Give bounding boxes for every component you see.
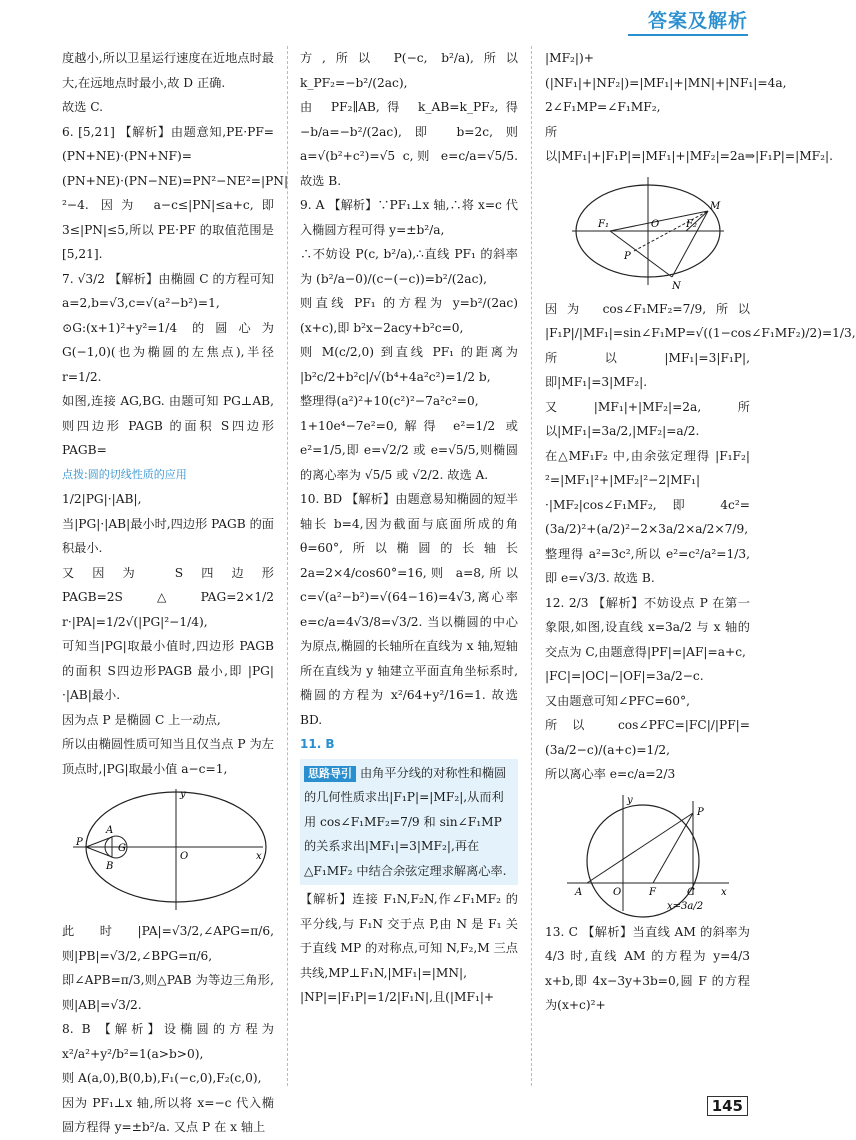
paragraph: 1+10e⁴−7e²=0,解得 e²=1/2 或 e²=1/5,即 e=√2/2 或 e=√5/5,则椭圆的离心率为 √5/5 或 √2/2. 故选 A.	[300, 418, 518, 482]
point-label: N	[671, 280, 681, 292]
figure-ellipse-circle	[68, 785, 268, 915]
paragraph: ∴不妨设 P(c, b²/a),∴直线 PF₁ 的斜率为 (b²/a−0)/(c−(−c))=b²/(2ac),	[300, 247, 518, 286]
paragraph: 2∠F₁MP=∠F₁MF₂,	[545, 100, 661, 114]
point-label: A	[574, 886, 582, 898]
guide-tag: 思路导引	[304, 766, 356, 782]
paragraph: 又由题意可知∠PFC=60°,	[545, 693, 691, 708]
paragraph: 由 PF₂∥AB,得 k_AB=k_PF₂,得 −b/a=−b²/(2ac),即 b=2c,则 a=√(b²+c²)=√5 c,则 e=c/a=√5/5. 故选 B.	[300, 100, 518, 188]
paragraph: 【解析】连接 F₁N,F₂N,作∠F₁MF₂ 的平分线,与 F₁N 交于点 P,由 N 是 F₁ 关于直线 MP 的对称点,可知 N,F₂,M 三点共线,MP⊥F₁N,|MF₁|=|MN|,	[300, 892, 518, 980]
tip-note: 点拨:圆的切线性质的应用	[62, 467, 187, 481]
paragraph: 整理得(a²)²+10(c²)²−7a²c²=0,	[300, 394, 479, 408]
paragraph: 当|PG|·|AB|最小时,四边形 PAGB 的面积最小.	[62, 516, 274, 555]
thinking-guide-box	[300, 759, 518, 886]
column-3	[545, 46, 856, 1018]
paragraph: 所以离心率 e=c/a=2/3	[545, 767, 676, 781]
answer-8: 8. B 【解析】设椭圆的方程为 x²/a²+y²/b²=1(a>b>0),	[62, 1022, 274, 1061]
figure-ellipse-bisector	[568, 173, 728, 293]
paragraph: 则 M(c/2,0) 到直线 PF₁ 的距离为 |b²c/2+b²c|/√(b⁴+4a²c²)=1/2 b,	[300, 345, 518, 384]
paragraph: 此时|PA|=√3/2,∠APG=π/6,则|PB|=√3/2,∠BPG=π/6,	[62, 924, 274, 963]
paragraph: |MF₂|)+(|NF₁|+|NF₂|)=|MF₁|+|MN|+|NF₁|=4a,	[545, 51, 787, 90]
paragraph: 所以 cos∠PFC=|FC|/|PF|=(3a/2−c)/(a+c)=1/2,	[545, 718, 750, 757]
point-label: C	[686, 886, 695, 898]
answer-7: 7. √3/2 【解析】由椭圆 C 的方程可知 a=2,b=√3,c=√(a²−b²)=1,	[62, 271, 274, 310]
point-label: P	[76, 837, 83, 848]
guide-text: 由角平分线的对称性和椭圆的几何性质求出|F₁P|=|MF₂|,从而利用 cos∠F₁MF₂=7/9 和 sin∠F₁MP 的关系求出|MF₁|=3|MF₂|,再在△F₁MF₂ 中结合余弦定理求解离心率.	[304, 765, 507, 878]
answer-6: 6. [5,21] 【解析】由题意知,PE·PF=(PN+NE)·(PN+NF)=(PN+NE)·(PN−NE)=PN²−NE²=|PN|²−4. 因为 a−c≤|PN|≤a+c,即 3≤|PN|≤5,所以 PE·PF 的取值范围是[5,21].	[62, 124, 289, 261]
paragraph: 因为点 P 是椭圆 C 上一动点,	[62, 712, 221, 727]
answer-12: 12. 2/3 【解析】不妨设点 P 在第一象限,如图,设直线 x=3a/2 与 x 轴的交点为 C,由题意得|PF|=|AF|=a+c,	[545, 595, 750, 659]
paragraph: 所以|MF₁|=3|F₁P|,即|MF₁|=3|MF₂|.	[545, 350, 750, 389]
point-label: O	[180, 851, 189, 862]
paragraph: 故选 C.	[62, 100, 104, 114]
answer-11: 11. B	[300, 737, 335, 751]
line-label: x=3a/2	[666, 900, 703, 912]
paragraph: 所以|MF₁|+|F₁P|=|MF₁|+|MF₂|=2a⇒|F₁P|=|MF₂|.	[545, 124, 833, 163]
paragraph: 又|MF₁|+|MF₂|=2a,所以|MF₁|=3a/2,|MF₂|=a/2.	[545, 399, 750, 438]
paragraph: |FC|=|OC|−|OF|=3a/2−c.	[545, 669, 704, 683]
point-label: F	[648, 886, 656, 898]
answer-9: 9. A 【解析】∵PF₁⊥x 轴,∴将 x=c 代入椭圆方程可得 y=±b²/a,	[300, 198, 518, 237]
paragraph: 又因为 S四边形PAGB=2S△PAG=2×1/2 r·|PA|=1/2√(|PG|²−1/4),	[62, 565, 274, 629]
point-label: O	[612, 886, 621, 898]
point-label: P	[696, 806, 704, 818]
axis-label: y	[180, 789, 186, 800]
point-label: F₁	[597, 218, 609, 230]
column-2	[300, 46, 518, 1010]
paragraph: 即∠APB=π/3,则△PAB 为等边三角形,则|AB|=√3/2.	[62, 973, 274, 1012]
paragraph: 所以由椭圆性质可知当且仅当点 P 为左顶点时,|PG|取最小值 a−c=1,	[62, 737, 274, 776]
axis-label: y	[626, 794, 633, 806]
page-number: 145	[707, 1096, 748, 1116]
point-label: A	[106, 825, 114, 836]
point-label: B	[106, 861, 114, 872]
paragraph: 因为 PF₁⊥x 轴,所以将 x=−c 代入椭圆方程得 y=±b²/a. 又点 P 在 x 轴上	[62, 1095, 274, 1134]
header-title: 答案及解析	[647, 10, 748, 32]
answer-10: 10. BD 【解析】由题意易知椭圆的短半轴长 b=4,因为截面与底面所成的角 θ=60°,所以椭圆的长轴长 2a=2×4/cos60°=16,则 a=8,所以 c=√(a²−b²)=√(64−16)=4√3,离心率 e=c/a=4√3/8=√3/2. 当以椭圆的中心为原点,椭圆的长轴所在直线为 x 轴,短轴所在直线为 y 轴建立平面直角坐标系时,椭圆的方程为 x²/64+y²/16=1. 故选 BD.	[300, 492, 518, 727]
point-label: M	[709, 200, 720, 212]
paragraph: 度越小,所以卫星运行速度在近地点时最大,在远地点时最小,故 D 正确.	[62, 51, 274, 90]
paragraph: 因为 cos∠F₁MF₂=7/9,所以 |F₁P|/|MF₁|=sin∠F₁MP=√((1−cos∠F₁MF₂)/2)=1/3,	[545, 301, 856, 340]
point-label: G	[118, 843, 126, 854]
point-label: F₂	[685, 218, 697, 230]
answer-13: 13. C 【解析】当直线 AM 的斜率为 4/3 时,直线 AM 的方程为 y=4/3 x+b,即 4x−3y+3b=0,圆 F 的方程为(x+c)²+	[545, 924, 750, 1012]
axis-label: x	[720, 886, 727, 898]
paragraph: 在△MF₁F₂ 中,由余弦定理得 |F₁F₂|²=|MF₁|²+|MF₂|²−2|MF₁|·|MF₂|cos∠F₁MF₂,即 4c²=(3a/2)²+(a/2)²−2×3a/2×a/2×7/9,整理得 a²=3c²,所以 e²=c²/a²=1/3,即 e=√3/3. 故选 B.	[545, 448, 750, 585]
paragraph: 1/2|PG|·|AB|,	[62, 492, 142, 506]
column-divider	[531, 46, 532, 1086]
point-label: P	[623, 250, 631, 262]
paragraph: 则 A(a,0),B(0,b),F₁(−c,0),F₂(c,0),	[62, 1071, 262, 1085]
header-rule	[628, 34, 748, 36]
paragraph: 方,所以 P(−c, b²/a),所以 k_PF₂=−b²/(2ac),	[300, 51, 518, 90]
paragraph: 可知当|PG|取最小值时,四边形 PAGB 的面积 S四边形PAGB 最小,即 |PG|·|AB|最小.	[62, 639, 274, 702]
paragraph: ⊙G:(x+1)²+y²=1/4 的圆心为 G(−1,0)(也为椭圆的左焦点),半径 r=1/2.	[62, 320, 274, 384]
axis-label: x	[256, 851, 262, 862]
point-label: O	[650, 218, 659, 230]
figure-circle-parabola	[563, 791, 733, 916]
paragraph: 则直线 PF₁ 的方程为 y=b²/(2ac)(x+c),即 b²x−2acy+b²c=0,	[300, 296, 518, 335]
column-divider	[287, 46, 288, 1086]
paragraph: 如图,连接 AG,BG. 由题可知 PG⊥AB,则四边形 PAGB 的面积 S四边形PAGB=	[62, 394, 274, 457]
page-header	[0, 0, 800, 40]
paragraph: |NP|=|F₁P|=1/2|F₁N|,且(|MF₁|+	[300, 990, 495, 1004]
column-1	[62, 46, 289, 1140]
